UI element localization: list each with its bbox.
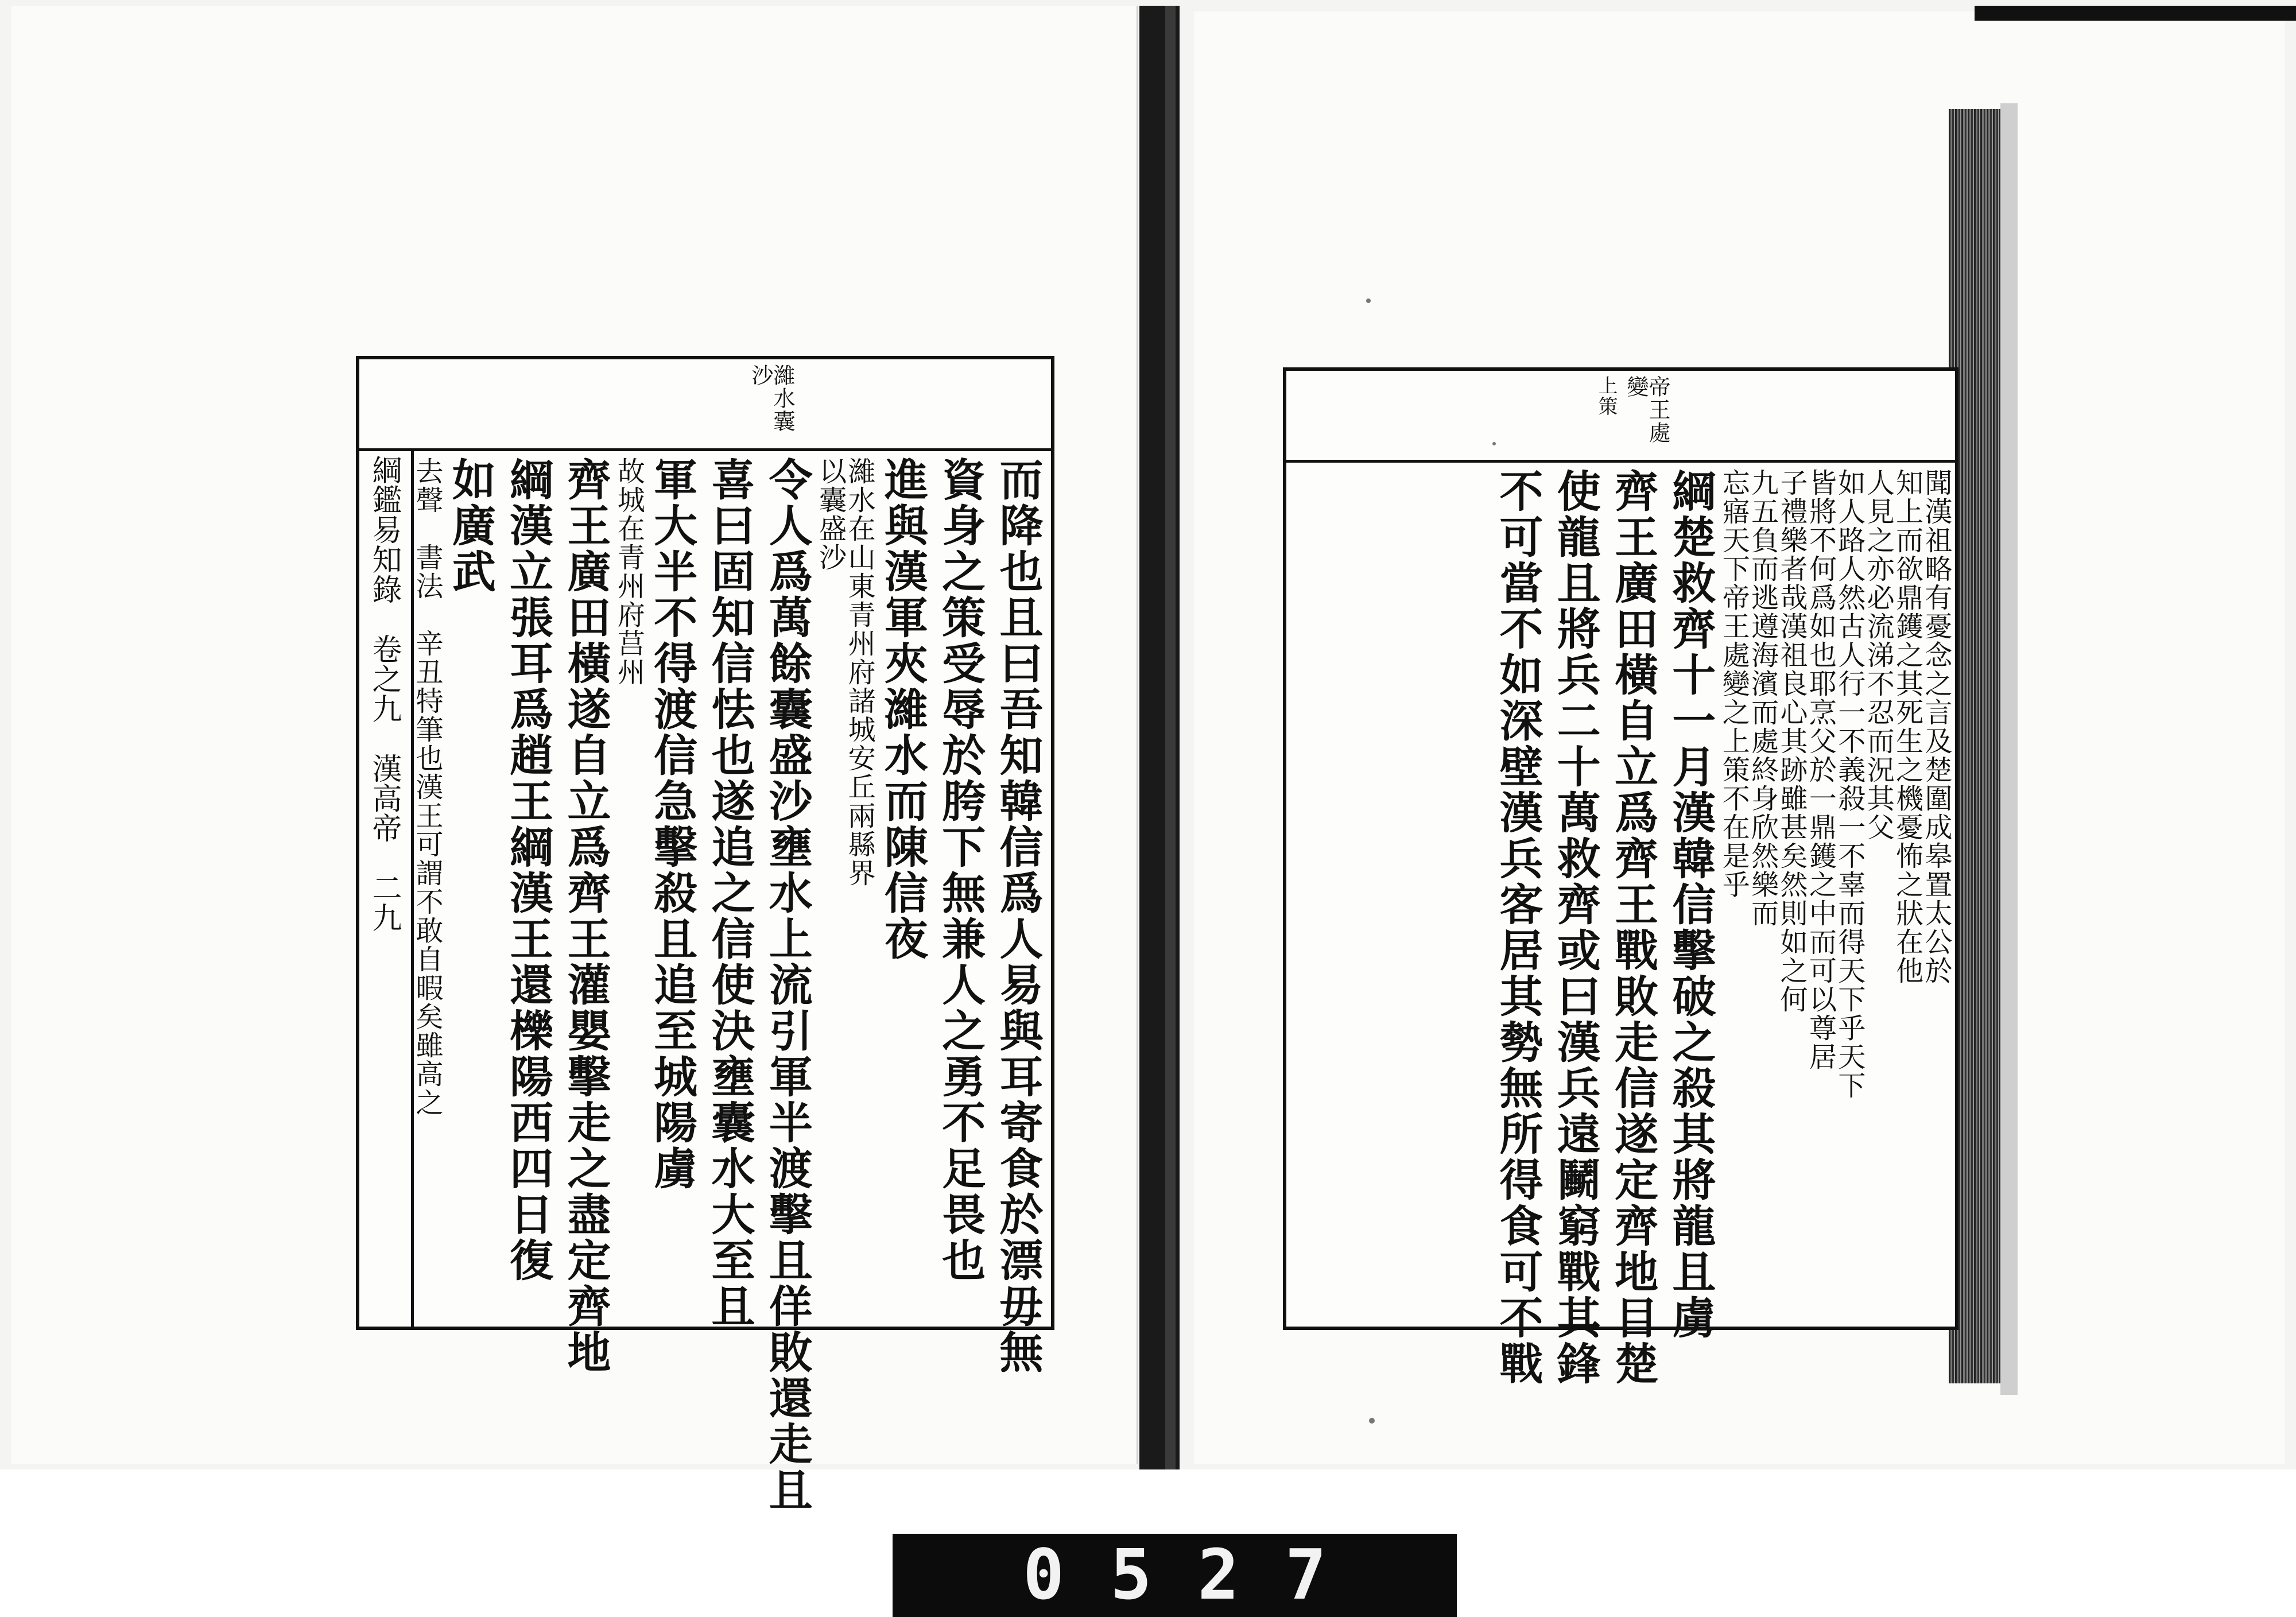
- book-gutter-inner: [1165, 6, 1176, 1469]
- top-edge-shadow: [1975, 6, 2296, 21]
- right-header-text: 帝王處變: [1623, 375, 1670, 444]
- left-note-4: 去聲 書法 辛丑特筆也漢王可謂不敢自暇矣雖高之: [411, 457, 444, 1117]
- right-note-2: 九五負而逃遵海濱而處終身欣然樂而: [1746, 468, 1779, 928]
- right-col-3: 齊王廣田橫自立爲齊王戰敗走信遂定齊地目楚: [1607, 468, 1659, 1387]
- left-page-frame: [356, 356, 1054, 1513]
- folio-band: [893, 1534, 1457, 1617]
- left-col-4: 令人爲萬餘囊盛沙壅水上流引軍半渡擊且佯敗還走且: [762, 457, 813, 1513]
- right-header-subtext: 上策: [1595, 375, 1618, 417]
- folio-number: 0527: [1023, 1535, 1372, 1615]
- right-note-8: 聞漢祖略有憂念之言及楚圍成皋置太公於: [1920, 468, 1952, 985]
- right-col-2: 使龍且將兵二十萬救齊或曰漢兵遠鬭窮戰其鋒: [1550, 468, 1601, 1387]
- left-note-1: 濰水在山東青州府諸城安丘兩縣界: [843, 457, 876, 887]
- right-note-5: 如人路人然古人行一不義殺一不辜而得天下乎天下: [1833, 468, 1865, 1100]
- right-col-4: 綱楚救齊十一月漢韓信擊破之殺其將龍且虜: [1665, 468, 1716, 1341]
- right-body-columns: [1286, 463, 1955, 1387]
- left-col-8: 綱漢立張耳爲趙王綱漢王還櫟陽西四日復: [502, 457, 554, 1283]
- right-col-1: 不可當不如深壁漢兵客居其勢無所得食可不戰: [1492, 468, 1543, 1387]
- left-body-columns: [411, 451, 1051, 1513]
- right-header-band: [1286, 371, 1955, 463]
- right-page-frame: [1283, 367, 1958, 1387]
- right-note-4: 皆將不何爲如也耶烹父於一鼎鑊之中而可以尊居: [1804, 468, 1837, 1071]
- left-col-7: 齊王廣田橫遂自立爲齊王灌嬰擊走之盡定齊地: [560, 457, 611, 1375]
- left-note-3: 故城在青州府莒州: [612, 457, 645, 687]
- left-col-9: 如廣武: [445, 457, 497, 595]
- left-col-3: 進與漢軍夾濰水而陳信夜: [877, 457, 929, 962]
- right-note-1: 忘寤天下帝王處變之上策不在是乎: [1717, 468, 1750, 899]
- scan-speck: [1369, 1418, 1375, 1424]
- right-note-6: 人見之亦必流涕不忍而況其父: [1862, 468, 1895, 842]
- left-col-6: 軍大半不得渡信急擊殺且追至城陽虜: [646, 457, 698, 1192]
- left-col-5: 喜曰固知信怯也遂追之信使決壅囊水大至且: [704, 457, 755, 1329]
- right-note-7: 知上而欲鼎鑊之其死生之機憂怖之狀在他: [1891, 468, 1923, 985]
- left-col-2: 資身之策受辱於胯下無兼人之勇不足畏也: [934, 457, 986, 1283]
- left-spine-column: 綱鑑易知錄 卷之九 漢高帝 二九: [359, 451, 414, 1327]
- scan-speck: [1492, 442, 1496, 445]
- left-header-text: 濰水囊沙: [748, 364, 795, 433]
- left-col-1: 而降也且曰吾知韓信爲人易與耳寄食於漂毋無: [992, 457, 1044, 1375]
- right-note-3: 子禮樂者哉漢祖良心其跡雖甚矣然則如之何: [1775, 468, 1808, 1014]
- left-note-2: 以囊盛沙: [814, 457, 847, 572]
- page-stack-shadow: [2000, 103, 2018, 1395]
- left-header-band: [359, 359, 1051, 451]
- scan-speck: [1366, 298, 1371, 303]
